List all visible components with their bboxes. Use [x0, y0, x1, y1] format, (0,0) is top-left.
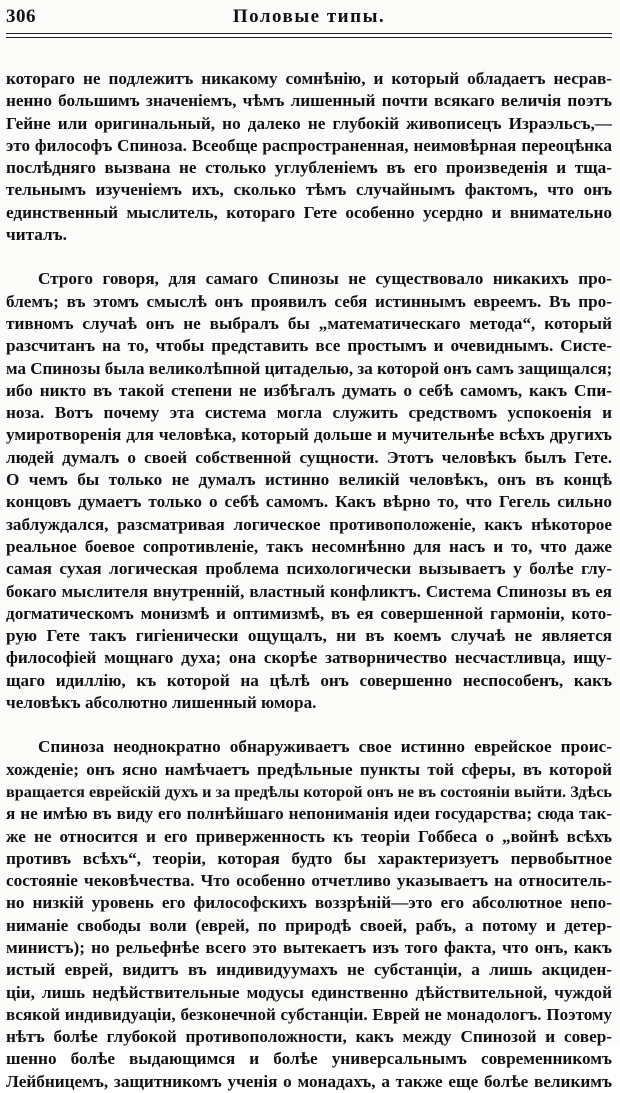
text-line: разсчитанъ на то, чтобы представить все простымъ и очевиднымъ. Систе-: [6, 336, 612, 356]
text-line: ибо никто въ такой степени не избѣгалъ думать о себѣ самомъ, какъ Спи-: [6, 380, 612, 400]
paragraph-3: [6, 736, 612, 1093]
text-line: шенно болѣе выдающимся и болѣе универсальнымъ современникомъ: [6, 1049, 612, 1069]
text-line: тивномъ случаѣ онъ не выбралъ бы „математическаго метода“, который: [6, 313, 612, 333]
text-line: всякой индивидуаціи, безконечной субстанціи. Еврей не монадологъ. Поэтому: [6, 1004, 612, 1024]
text-line: министъ); но рельефнѣе всего это вытекаетъ изъ того факта, что онъ, какъ: [6, 937, 612, 957]
text-line: Строго говоря, для самаго Спинозы не существовало никакихъ про-: [38, 269, 612, 289]
text-line: умиротворенія для человѣка, который дольше и мучительнѣе всѣхъ другихъ: [6, 425, 612, 445]
text-line: единственный мыслитель, котораго Гете особенно усердно и внимательно: [6, 202, 612, 222]
text-line: нѣтъ болѣе глубокой противоположности, какъ между Спинозой и совер-: [6, 1027, 612, 1047]
text-line: Лейбницемъ, защитникомъ ученія о монадахъ, а также еще болѣе великимъ: [6, 1071, 612, 1091]
text-line: ненно большимъ значеніемъ, чѣмъ лишенный почти всякаго величія поэтъ: [6, 91, 612, 111]
text-line: читалъ.: [6, 225, 67, 245]
text-line: это философъ Спиноза. Всеобще распространенная, неимовѣрная переоцѣнка: [6, 135, 612, 155]
header-double-rule: [6, 33, 612, 38]
text-line: заблуждался, разсматривая логическое противоположеніе, какъ нѣкоторое: [6, 514, 612, 534]
text-line: концовъ думаетъ только о себѣ самомъ. Какъ вѣрно то, что Гегель сильно: [6, 492, 612, 512]
paragraph-2: [6, 268, 612, 714]
text-line: человѣкъ абсолютно лишенный юмора.: [6, 693, 317, 713]
text-line: ціи, лишь недѣйствительные модусы единственно дѣйствительной, чуждой: [6, 982, 612, 1002]
text-line: Спиноза неоднократно обнаруживаетъ свое истинно еврейское проис-: [38, 737, 612, 757]
text-line: рую Гете такъ гигіенически ощущалъ, ни въ коемъ случаѣ не является: [6, 626, 612, 646]
text-line: тельнымъ изученіемъ ихъ, сколько тѣмъ случайнымъ фактомъ, что онъ: [6, 180, 612, 200]
text-line: вращается еврейскій духъ и за предѣлы которой онъ не въ состояніи выйти. Здѣсь: [6, 782, 612, 801]
text-line: щаго идиллію, къ которой на цѣлѣ онъ совершенно неспособенъ, какъ: [6, 670, 612, 690]
text-line: я не имѣю въ виду его полнѣйшаго непониманія идеи государства; сюда так-: [6, 804, 612, 824]
text-line: людей думалъ о своей собственной сущности. Этотъ человѣкъ былъ Гете.: [6, 447, 612, 467]
text-line: состояніе чековѣчества. Что особенно отчетливо указываетъ на относитель-: [6, 871, 612, 891]
text-line: послѣдняго вызвана не столько углубленіемъ въ его произведенія и тща-: [6, 158, 612, 178]
paragraph-1: [6, 68, 612, 246]
text-line: котораго не подлежитъ никакому сомнѣнію, и который обладаетъ несрав-: [6, 69, 612, 88]
text-line: хожденіе; онъ ясно намѣчаетъ предѣльные пункты той сферы, въ которой: [6, 759, 612, 779]
running-title: Половые типы.: [232, 6, 386, 27]
text-line: ма Спинозы была великолѣпной цитаделью, за которой онъ самъ защищался;: [6, 358, 613, 378]
text-line: же не относится и его приверженность къ теоріи Гоббеса о „войнѣ всѣхъ: [6, 826, 612, 846]
text-line: истый еврей, видитъ въ индивидуумахъ не субстанціи, а лишь акциден-: [6, 960, 612, 980]
page-header: [6, 4, 612, 32]
text-line: ниманіе свободы воли (еврей, по природѣ своей, рабъ, а потому и детер-: [6, 915, 612, 935]
text-line: бокаго мыслителя внутренній, властный конфликтъ. Система Спинозы въ ея: [6, 581, 612, 601]
text-line: противъ всѣхъ“, теоріи, которая будто бы характеризуетъ первобытное: [6, 848, 612, 868]
text-line: О чемъ бы только не думалъ истинно великій человѣкъ, онъ въ концѣ: [6, 470, 612, 490]
text-line: догматическомъ монизмѣ и оптимизмѣ, въ ея совершенной гармоніи, кото-: [6, 603, 612, 623]
text-line: ноза. Вотъ почему эта система могла служить средствомъ успокоенія и: [6, 403, 612, 423]
paragraph-gap: [6, 714, 612, 736]
text-line: философіей мощнаго духа; она скорѣе затворничество несчастливца, ищу-: [6, 648, 612, 668]
text-line: Гейне или оригинальный, но далеко не глубокій живописецъ Израэльсъ,—: [6, 113, 612, 133]
text-line: но низкій уровень его философскихъ воззрѣній—это его абсолютное непо-: [6, 893, 612, 913]
page-body: [6, 68, 612, 1093]
paragraph-gap: [6, 246, 612, 268]
text-line: реальное боевое сопротивленіе, такъ несомнѣнно для насъ и то, что даже: [6, 536, 612, 556]
text-line: самая сухая логическая проблема психологически вызываетъ у болѣе глу-: [6, 559, 612, 579]
page-number: 306: [6, 6, 36, 27]
text-line: блемъ; въ этомъ смыслѣ онъ проявилъ себя истиннымъ евреемъ. Въ про-: [6, 291, 612, 311]
